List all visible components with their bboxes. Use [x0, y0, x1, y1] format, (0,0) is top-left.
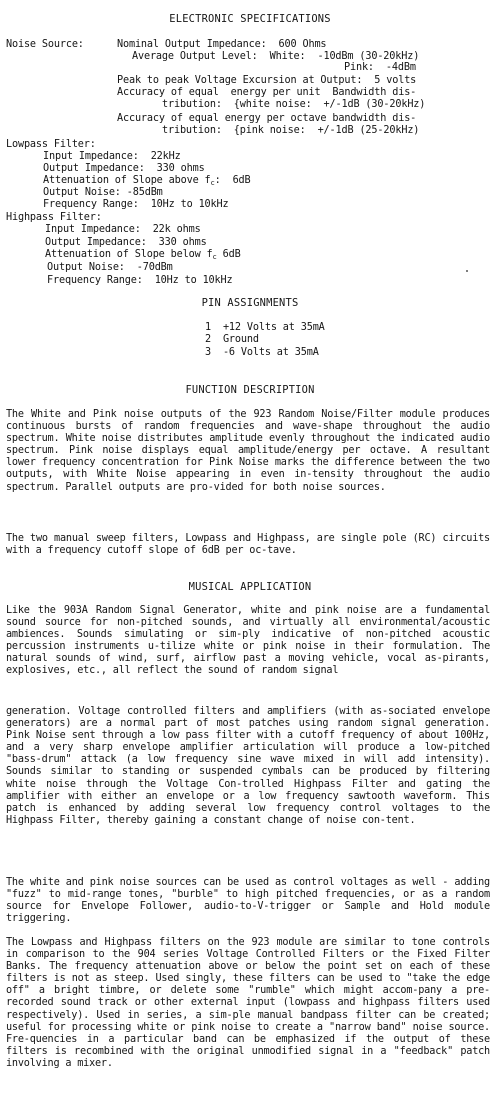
noise-average-level-white: Average Output Level: White: -10dBm (30-20kHz) [132, 51, 420, 62]
highpass-frequency-range: Frequency Range: 10Hz to 10kHz [47, 275, 233, 286]
lowpass-output-noise: Output Noise: -85dBm [43, 187, 163, 198]
noise-source-label: Noise Source: [6, 39, 84, 50]
noise-accuracy-octave: Accuracy of equal energy per octave bandwidth dis- [117, 113, 417, 124]
fc-subscript: c [212, 253, 217, 261]
musical-paragraph-3: The white and pink noise sources can be used as control voltages as well - adding "fuzz" to mid-range tones, "burble" to high pitched frequencies, or as a random source for Envelope Follower, audio-to-V-trigger or Sample and Hold module triggering. [6, 877, 490, 925]
lowpass-frequency-range: Frequency Range: 10Hz to 10kHz [43, 199, 229, 210]
highpass-output-noise: Output Noise: -70dBm [47, 262, 173, 273]
pin-1: 1 +12 Volts at 35mA [205, 322, 325, 333]
function-title: FUNCTION DESCRIPTION [185, 384, 315, 396]
lowpass-label: Lowpass Filter: [6, 139, 96, 150]
noise-distribution-white: tribution: {white noise: +/-1dB (30-20kHz) [162, 99, 426, 110]
highpass-input-impedance: Input Impedance: 22k ohms [45, 224, 201, 235]
noise-peak-voltage: Peak to peak Voltage Excursion at Output: 5 volts [117, 75, 417, 86]
musical-paragraph-4: The Lowpass and Highpass filters on the 923 module are similar to tone controls in comparison to the 904 series Voltage Controlled Filters or the Fixed Filter Banks. The frequency attenuation above or below the point set on each of these filters is not as steep. Used singly, these filters can be used to "take the edge off" a bright timbre, or delete some "rumble" which might accom-pany a pre-recorded sound track or other external input (lowpass and highpass filters used respectively). Used in series, a sim-ple manual bandpass filter can be created; useful for processing white or pink noise to create a "narrow band" noise source. Fre-quencies in a particular band can be emphasized if the output of these filters is recombined with the original unmodified signal in a "feedback" patch involving a mixer. [6, 937, 490, 1069]
pin-3: 3 -6 Volts at 35mA [205, 347, 319, 358]
noise-distribution-pink: tribution: {pink noise: +/-1dB (25-20kHz) [162, 125, 420, 136]
lowpass-attenuation: Attenuation of Slope above fc: 6dB [43, 175, 251, 187]
pin-2: 2 Ground [205, 334, 259, 345]
highpass-label: Highpass Filter: [6, 212, 102, 223]
noise-accuracy-unit: Accuracy of equal energy per unit Bandwidth dis- [117, 87, 417, 98]
fc-subscript: c [210, 179, 215, 187]
highpass-attenuation: Attenuation of Slope below fc 6dB [45, 249, 241, 261]
musical-paragraph-2: generation. Voltage controlled filters and amplifiers (with as-sociated envelope generators) are a normal part of most patches using random signal generation. Pink Noise sent through a low pass filter with a cutoff frequency of about 100Hz, and a very sharp envelope amplifier articulation will produce a low-pitched "bass-drum" attack (a low frequency sine wave mixed in will add intensity). Sounds similar to standing or suspended cymbals can be produced by filtering white noise through the Voltage Con-trolled Highpass Filter and gating the amplifier with either an envelope or a low frequency sawtooth waveform. This patch is enhanced by adding several low frequency control voltages to the Highpass Filter, thereby gaining a constant change of noise con-tent. [6, 706, 490, 826]
highpass-output-impedance: Output Impedance: 330 ohms [45, 237, 207, 248]
function-paragraph-2: The two manual sweep filters, Lowpass and Highpass, are single pole (RC) circuits with a frequency cutoff slope of 6dB per oc-tave. [6, 533, 490, 557]
pins-title: PIN ASSIGNMENTS [201, 297, 299, 309]
lowpass-output-impedance: Output Impedance: 330 ohms [43, 163, 205, 174]
musical-title: MUSICAL APPLICATION [188, 581, 312, 593]
noise-average-level-pink: Pink: -4dBm [344, 62, 416, 73]
musical-paragraph-1: Like the 903A Random Signal Generator, white and pink noise are a fundamental sound source for non-pitched sounds, and virtually all environmental/acoustic ambiences. Sounds simulating or sim-ply indicative of non-pitched acoustic percussion instruments u-tilize white or pink noise in their formulation. The natural sounds of wind, surf, airflow past a moving vehicle, vocal as-pirants, explosives, etc., all reflect the sound of random signal [6, 605, 490, 677]
noise-output-impedance: Nominal Output Impedance: 600 Ohms [117, 39, 327, 50]
function-paragraph-1: The White and Pink noise outputs of the 923 Random Noise/Filter module produces continuous bursts of random frequencies and wave-shape throughout the audio spectrum. White noise distributes amplitude evenly throughout the indicated audio spectrum. Pink noise displays equal amplitude/energy per octave. A resultant lower frequency concentration for Pink Noise marks the difference between the two outputs, with White Noise appearing in even in-tensity throughout the audio spectrum. Parallel outputs are pro-vided for both noise sources. [6, 409, 490, 493]
spec-title: ELECTRONIC SPECIFICATIONS [169, 13, 331, 25]
speck-mark [466, 270, 468, 272]
lowpass-input-impedance: Input Impedance: 22kHz [43, 151, 181, 162]
